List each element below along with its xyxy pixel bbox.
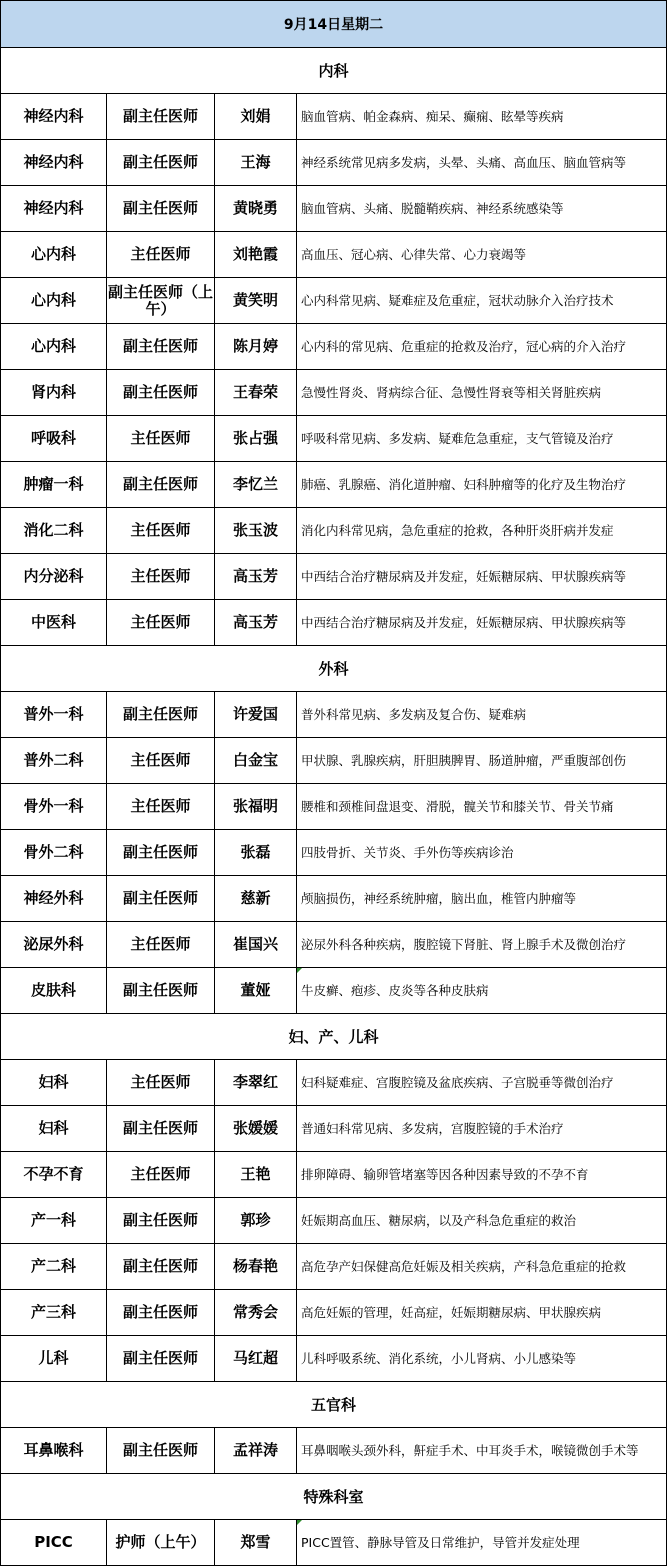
dept-cell: 肿瘤一科 (1, 462, 107, 508)
specialty-cell (297, 140, 667, 186)
dept-cell: 心内科 (1, 232, 107, 278)
dept-cell: 骨外一科 (1, 784, 107, 830)
dept-cell: 呼吸科 (1, 416, 107, 462)
dept-cell: 产三科 (1, 1290, 107, 1336)
doctor-title-cell: 副主任医师 (107, 324, 215, 370)
doctor-name-cell: 刘娟 (215, 94, 297, 140)
doctor-name-cell: 许爱国 (215, 692, 297, 738)
doctor-name-cell: 黄晓勇 (215, 186, 297, 232)
specialty-cell (297, 738, 667, 784)
doctor-title-cell: 副主任医师 (107, 830, 215, 876)
dept-cell: 神经外科 (1, 876, 107, 922)
specialty-text: 心内科常见病、疑难症及危重症，冠状动脉介入治疗技术 (301, 292, 614, 308)
doctor-title-cell: 副主任医师 (107, 1290, 215, 1336)
specialty-text: 妇科疑难症、宫腹腔镜及盆底疾病、子宫脱垂等微创治疗 (301, 1074, 614, 1090)
doctor-name-cell: 王春荣 (215, 370, 297, 416)
specialty-cell (297, 1244, 667, 1290)
specialty-text: 心内科的常见病、危重症的抢救及治疗，冠心病的介入治疗 (301, 338, 627, 354)
dept-cell: 心内科 (1, 324, 107, 370)
dept-cell: 产一科 (1, 1198, 107, 1244)
dept-cell: 妇科 (1, 1106, 107, 1152)
specialty-cell (297, 600, 667, 646)
specialty-cell (297, 1428, 667, 1474)
dept-cell: 神经内科 (1, 186, 107, 232)
specialty-cell (297, 1198, 667, 1244)
table-row (1, 830, 667, 876)
doctor-title-cell: 副主任医师 (107, 140, 215, 186)
specialty-text: 妊娠期高血压、糖尿病，以及产科急危重症的救治 (301, 1212, 577, 1228)
section-title: 特殊科室 (1, 1474, 667, 1520)
section-header-row (1, 1382, 667, 1428)
specialty-text: 排卵障碍、输卵管堵塞等因各种因素导致的不孕不育 (301, 1166, 589, 1182)
doctor-title-cell: 主任医师 (107, 600, 215, 646)
doctor-name-cell: 张玉波 (215, 508, 297, 554)
specialty-text: 普外科常见病、多发病及复合伤、疑难病 (301, 706, 527, 722)
doctor-name-cell: 张磊 (215, 830, 297, 876)
doctor-title-cell: 副主任医师 (107, 462, 215, 508)
dept-cell: 皮肤科 (1, 968, 107, 1014)
specialty-cell (297, 968, 667, 1014)
table-row (1, 876, 667, 922)
specialty-text: 脑血管病、帕金森病、痴呆、癫痫、眩晕等疾病 (301, 108, 564, 124)
table-row (1, 600, 667, 646)
section-header-row (1, 1014, 667, 1060)
specialty-text: 高危孕产妇保健高危妊娠及相关疾病，产科急危重症的抢救 (301, 1258, 627, 1274)
specialty-cell (297, 692, 667, 738)
section-title: 妇、产、儿科 (1, 1014, 667, 1060)
table-row (1, 140, 667, 186)
table-row (1, 1336, 667, 1382)
dept-cell: PICC (1, 1520, 107, 1566)
doctor-name-cell: 王海 (215, 140, 297, 186)
dept-cell: 耳鼻喉科 (1, 1428, 107, 1474)
dept-cell: 产二科 (1, 1244, 107, 1290)
table-row (1, 554, 667, 600)
doctor-name-cell: 崔国兴 (215, 922, 297, 968)
cell-comment-marker-icon (297, 968, 302, 973)
specialty-cell (297, 922, 667, 968)
table-row (1, 94, 667, 140)
doctor-title-cell: 副主任医师 (107, 370, 215, 416)
dept-cell: 不孕不育 (1, 1152, 107, 1198)
table-row (1, 692, 667, 738)
specialty-cell (297, 278, 667, 324)
doctor-title-cell: 副主任医师 (107, 876, 215, 922)
table-row (1, 1060, 667, 1106)
doctor-title-cell: 主任医师 (107, 508, 215, 554)
doctor-name-cell: 孟祥涛 (215, 1428, 297, 1474)
specialty-cell (297, 508, 667, 554)
specialty-cell (297, 1106, 667, 1152)
specialty-text: 四肢骨折、关节炎、手外伤等疾病诊治 (301, 844, 514, 860)
doctor-name-cell: 郑雪 (215, 1520, 297, 1566)
specialty-text: 颅脑损伤，神经系统肿瘤，脑出血，椎管内肿瘤等 (301, 890, 577, 906)
cell-comment-marker-icon (297, 1520, 302, 1525)
specialty-text: 泌尿外科各种疾病，腹腔镜下肾脏、肾上腺手术及微创治疗 (301, 936, 627, 952)
doctor-name-cell: 李忆兰 (215, 462, 297, 508)
doctor-name-cell: 郭珍 (215, 1198, 297, 1244)
table-row (1, 1520, 667, 1566)
specialty-cell (297, 784, 667, 830)
specialty-cell (297, 1060, 667, 1106)
specialty-cell (297, 876, 667, 922)
table-row (1, 1152, 667, 1198)
dept-cell: 心内科 (1, 278, 107, 324)
section-header-row (1, 48, 667, 94)
dept-cell: 普外一科 (1, 692, 107, 738)
table-row (1, 186, 667, 232)
doctor-name-cell: 张占强 (215, 416, 297, 462)
table-row (1, 1198, 667, 1244)
specialty-text: 高危妊娠的管理，妊高症，妊娠期糖尿病、甲状腺疾病 (301, 1304, 602, 1320)
doctor-title-cell: 主任医师 (107, 554, 215, 600)
doctor-name-cell: 白金宝 (215, 738, 297, 784)
section-title: 内科 (1, 48, 667, 94)
specialty-cell (297, 94, 667, 140)
doctor-name-cell: 王艳 (215, 1152, 297, 1198)
specialty-cell (297, 554, 667, 600)
specialty-text: 中西结合治疗糖尿病及并发症，妊娠糖尿病、甲状腺疾病等 (301, 614, 627, 630)
table-row (1, 922, 667, 968)
table-row (1, 1290, 667, 1336)
table-row (1, 1244, 667, 1290)
doctor-title-cell: 主任医师 (107, 922, 215, 968)
table-row (1, 1106, 667, 1152)
specialty-text: 肺癌、乳腺癌、消化道肿瘤、妇科肿瘤等的化疗及生物治疗 (301, 476, 627, 492)
doctor-name-cell: 马红超 (215, 1336, 297, 1382)
section-title: 外科 (1, 646, 667, 692)
doctor-title-cell: 护师（上午） (107, 1520, 215, 1566)
doctor-name-cell: 高玉芳 (215, 554, 297, 600)
dept-cell: 普外二科 (1, 738, 107, 784)
doctor-title-cell: 主任医师 (107, 738, 215, 784)
specialty-text: 普通妇科常见病、多发病，宫腹腔镜的手术治疗 (301, 1120, 564, 1136)
specialty-text: 腰椎和颈椎间盘退变、滑脱，髋关节和膝关节、骨关节痛 (301, 798, 614, 814)
doctor-title-cell: 副主任医师 (107, 1198, 215, 1244)
specialty-cell (297, 1152, 667, 1198)
specialty-text: 神经系统常见病多发病，头晕、头痛、高血压、脑血管病等 (301, 154, 627, 170)
doctor-name-cell: 慈新 (215, 876, 297, 922)
date-header-row (1, 1, 667, 48)
doctor-title-cell: 副主任医师 (107, 1336, 215, 1382)
doctor-name-cell: 张媛媛 (215, 1106, 297, 1152)
doctor-title-cell: 副主任医师 (107, 1106, 215, 1152)
specialty-cell (297, 1336, 667, 1382)
specialty-text: 脑血管病、头痛、脱髓鞘疾病、神经系统感染等 (301, 200, 564, 216)
doctor-title-cell: 副主任医师 (107, 1244, 215, 1290)
dept-cell: 肾内科 (1, 370, 107, 416)
dept-cell: 中医科 (1, 600, 107, 646)
specialty-cell (297, 186, 667, 232)
specialty-cell (297, 370, 667, 416)
specialty-cell (297, 324, 667, 370)
specialty-text: 消化内科常见病，急危重症的抢救，各种肝炎肝病并发症 (301, 522, 614, 538)
doctor-name-cell: 陈月婷 (215, 324, 297, 370)
specialty-text: 中西结合治疗糖尿病及并发症，妊娠糖尿病、甲状腺疾病等 (301, 568, 627, 584)
table-row (1, 784, 667, 830)
doctor-title-cell: 主任医师 (107, 416, 215, 462)
specialty-text: PICC置管、静脉导管及日常维护，导管并发症处理 (301, 1534, 580, 1550)
doctor-name-cell: 董娅 (215, 968, 297, 1014)
dept-cell: 内分泌科 (1, 554, 107, 600)
doctor-name-cell: 李翠红 (215, 1060, 297, 1106)
specialty-cell (297, 462, 667, 508)
doctor-name-cell: 常秀会 (215, 1290, 297, 1336)
table-row (1, 324, 667, 370)
table-row (1, 232, 667, 278)
doctor-name-cell: 黄笑明 (215, 278, 297, 324)
specialty-text: 甲状腺、乳腺疾病，肝胆胰脾胃、肠道肿瘤，严重腹部创伤 (301, 752, 627, 768)
doctor-name-cell: 张福明 (215, 784, 297, 830)
table-row (1, 508, 667, 554)
dept-cell: 骨外二科 (1, 830, 107, 876)
dept-cell: 神经内科 (1, 94, 107, 140)
table-row (1, 1428, 667, 1474)
dept-cell: 泌尿外科 (1, 922, 107, 968)
table-row (1, 738, 667, 784)
doctor-title-cell: 主任医师 (107, 784, 215, 830)
doctor-name-cell: 高玉芳 (215, 600, 297, 646)
table-row (1, 462, 667, 508)
specialty-cell (297, 416, 667, 462)
doctor-name-cell: 杨春艳 (215, 1244, 297, 1290)
specialty-text: 儿科呼吸系统、消化系统，小儿肾病、小儿感染等 (301, 1350, 577, 1366)
doctor-name-cell: 刘艳霞 (215, 232, 297, 278)
section-header-row (1, 1474, 667, 1520)
doctor-title-cell: 主任医师 (107, 1152, 215, 1198)
specialty-cell (297, 232, 667, 278)
table-row (1, 370, 667, 416)
doctor-title-cell: 副主任医师 (107, 94, 215, 140)
specialty-cell (297, 1290, 667, 1336)
dept-cell: 儿科 (1, 1336, 107, 1382)
dept-cell: 消化二科 (1, 508, 107, 554)
specialty-text: 急慢性肾炎、肾病综合征、急慢性肾衰等相关肾脏疾病 (301, 384, 602, 400)
doctor-title-cell: 副主任医师（上午） (107, 278, 215, 324)
doctor-title-cell: 副主任医师 (107, 1428, 215, 1474)
specialty-text: 高血压、冠心病、心律失常、心力衰竭等 (301, 246, 527, 262)
doctor-title-cell: 主任医师 (107, 1060, 215, 1106)
doctor-title-cell: 副主任医师 (107, 692, 215, 738)
doctor-title-cell: 副主任医师 (107, 186, 215, 232)
dept-cell: 神经内科 (1, 140, 107, 186)
table-row (1, 278, 667, 324)
specialty-text: 牛皮癣、疱疹、皮炎等各种皮肤病 (301, 982, 489, 998)
date-header: 9月14日星期二 (1, 1, 667, 48)
specialty-cell (297, 830, 667, 876)
table-row (1, 416, 667, 462)
table-row (1, 968, 667, 1014)
doctor-title-cell: 副主任医师 (107, 968, 215, 1014)
doctor-title-cell: 主任医师 (107, 232, 215, 278)
specialty-text: 耳鼻咽喉头颈外科，鼾症手术、中耳炎手术，喉镜微创手术等 (301, 1442, 639, 1458)
specialty-text: 呼吸科常见病、多发病、疑难危急重症，支气管镜及治疗 (301, 430, 614, 446)
dept-cell: 妇科 (1, 1060, 107, 1106)
schedule-table-body (1, 1, 667, 1566)
section-header-row (1, 646, 667, 692)
section-title: 五官科 (1, 1382, 667, 1428)
specialty-cell (297, 1520, 667, 1566)
